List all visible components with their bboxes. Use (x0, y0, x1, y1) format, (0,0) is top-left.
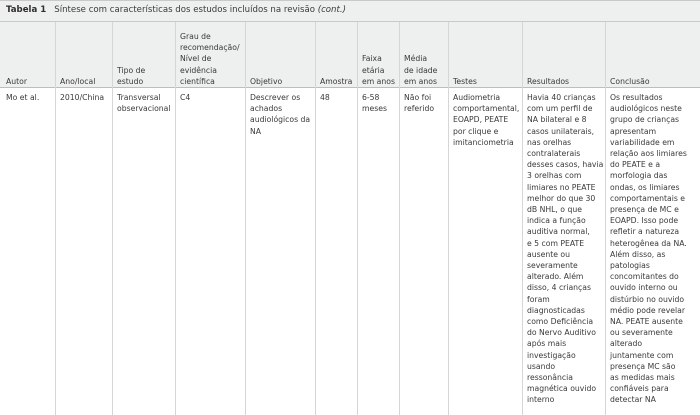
text-line: do PEATE e a (610, 160, 661, 170)
text-line: relação aos limiares (610, 149, 687, 159)
col-header-resultados: Resultados (527, 76, 570, 86)
cell-resultados (527, 92, 603, 406)
text-line: meses (362, 104, 387, 114)
text-line: morfologia das (610, 171, 668, 181)
text-line: Havia 40 crianças (527, 93, 596, 102)
text-line: recomendação/ (180, 43, 240, 53)
text-line: NA bilateral e 8 (527, 115, 587, 125)
text-line: limiares no PEATE (527, 182, 596, 192)
text-line: Os resultados (610, 93, 663, 102)
text-line: dB NHL, o que (527, 205, 582, 215)
text-line: auditiva normal, (527, 227, 590, 237)
text-line: audiológicos neste (610, 104, 682, 114)
text-line: magnética ouvido (527, 384, 597, 394)
col-divider (399, 22, 400, 415)
cell-media-idade (404, 92, 434, 114)
text-line: alterado (610, 339, 643, 349)
text-line: científica (180, 76, 215, 86)
col-header-objetivo: Objetivo (250, 76, 283, 86)
cell-autor: Mo et al. (6, 93, 40, 102)
text-line: refletir a natureza (610, 227, 680, 237)
text-line: foram (527, 294, 550, 304)
text-line: evidência (180, 65, 217, 75)
col-divider (357, 22, 358, 415)
text-line: presença de MC e (610, 205, 679, 215)
text-line: referido (404, 104, 435, 114)
text-line: comportamental, (453, 104, 520, 114)
text-line: comportamentais e (610, 193, 686, 203)
text-line: EOAPD. Isso pode (610, 216, 679, 226)
text-line: como Deficiência (527, 317, 594, 327)
text-line: concomitantes do (610, 272, 679, 282)
text-line: Nível de (180, 54, 212, 64)
text-line: ou severamente (610, 328, 673, 338)
text-line: 3 orelhas com (527, 171, 582, 181)
text-line: observacional (117, 104, 171, 114)
col-header-media-idade (404, 53, 437, 87)
header-divider (0, 87, 700, 88)
cell-objetivo (250, 92, 310, 137)
text-line: ausente ou (527, 249, 570, 259)
col-divider (315, 22, 316, 415)
text-line: juntamente com (610, 350, 674, 360)
text-line: estudo (117, 76, 144, 86)
text-line: em anos (362, 76, 395, 86)
text-line: Além disso, as (610, 249, 666, 259)
text-line: Descrever os (250, 93, 301, 102)
text-line: Audiometria (453, 93, 501, 102)
table-number: Tabela 1 (6, 5, 47, 15)
text-line: achados (250, 104, 283, 114)
text-line: por clique e (453, 126, 499, 136)
col-divider (55, 22, 56, 415)
text-line: ouvido interno ou (610, 283, 678, 293)
text-line: NA. PEATE ausente (610, 317, 683, 327)
text-line: e 5 com PEATE (527, 238, 585, 248)
text-line: melhor do que 30 (527, 193, 596, 203)
text-line: disso, 4 crianças (527, 283, 591, 293)
text-line: ressonância (527, 373, 573, 383)
text-line: alterado. Além (527, 272, 584, 282)
text-line: casos unilaterais, (527, 126, 595, 136)
text-line: NA (250, 126, 262, 136)
col-divider (522, 22, 523, 415)
text-line: usando (527, 361, 556, 371)
text-line: distúrbio no ouvido (610, 294, 685, 304)
cell-grau: C4 (180, 93, 191, 102)
text-line: de idade (404, 65, 438, 75)
text-line: diagnosticadas (527, 305, 585, 315)
col-header-testes: Testes (453, 76, 477, 86)
col-divider (175, 22, 176, 415)
text-line: as medidas mais (610, 373, 675, 383)
cell-testes (453, 92, 519, 148)
table-caption-bar (0, 0, 700, 22)
cell-conclusao (610, 92, 687, 406)
text-line: investigação (527, 350, 576, 360)
text-line: Transversal (117, 93, 161, 102)
text-line: ondas, os limiares (610, 182, 680, 192)
text-line: após mais (527, 339, 567, 349)
text-line: Faixa (362, 54, 382, 64)
col-divider (605, 22, 606, 415)
text-line: confiáveis para (610, 384, 669, 394)
text-line: nas orelhas (527, 137, 572, 147)
col-header-tipo-estudo (117, 65, 145, 87)
text-line: interno (527, 395, 555, 405)
table-title: Síntese com características dos estudos incluídos na revisão (54, 5, 315, 15)
text-line: presença MC são (610, 361, 676, 371)
text-line: variabilidade em (610, 137, 675, 147)
cell-faixa-etaria (362, 92, 387, 114)
text-line: Não foi (404, 93, 432, 102)
col-divider (245, 22, 246, 415)
col-header-conclusao: Conclusão (610, 76, 650, 86)
text-line: contralaterais (527, 149, 581, 159)
text-line: médio pode revelar (610, 305, 686, 315)
col-divider (448, 22, 449, 415)
text-line: EOAPD, PEATE (453, 115, 509, 125)
col-divider (112, 22, 113, 415)
text-line: Média (404, 54, 428, 64)
cell-amostra: 48 (320, 93, 330, 102)
text-line: grupo de crianças (610, 115, 680, 125)
col-header-grau (180, 31, 240, 87)
cell-tipo-estudo (117, 92, 171, 114)
text-line: patologias (610, 261, 650, 271)
text-line: indica a função (527, 216, 586, 226)
col-header-amostra: Amostra (320, 76, 353, 86)
text-line: do Nervo Auditivo (527, 328, 596, 338)
text-line: detectar NA (610, 395, 656, 405)
cell-ano-local: 2010/China (60, 93, 105, 102)
col-header-faixa-etaria (362, 53, 395, 87)
text-line: Tipo de (117, 65, 146, 75)
text-line: imitanciometria (453, 137, 514, 147)
text-line: heterogênea da NA. (610, 238, 687, 248)
text-line: Grau de (180, 31, 211, 41)
text-line: com um perfil de (527, 104, 593, 114)
text-line: severamente (527, 261, 578, 271)
text-line: apresentam (610, 126, 657, 136)
text-line: em anos (404, 76, 437, 86)
text-line: desses casos, havia (527, 160, 604, 170)
col-header-autor: Autor (6, 76, 28, 86)
col-header-ano-local: Ano/local (60, 76, 96, 86)
table-continuation: (cont.) (317, 5, 346, 15)
table-caption (6, 5, 346, 15)
text-line: etária (362, 65, 385, 75)
text-line: 6-58 (362, 93, 380, 102)
text-line: audiológicos da (250, 115, 311, 125)
